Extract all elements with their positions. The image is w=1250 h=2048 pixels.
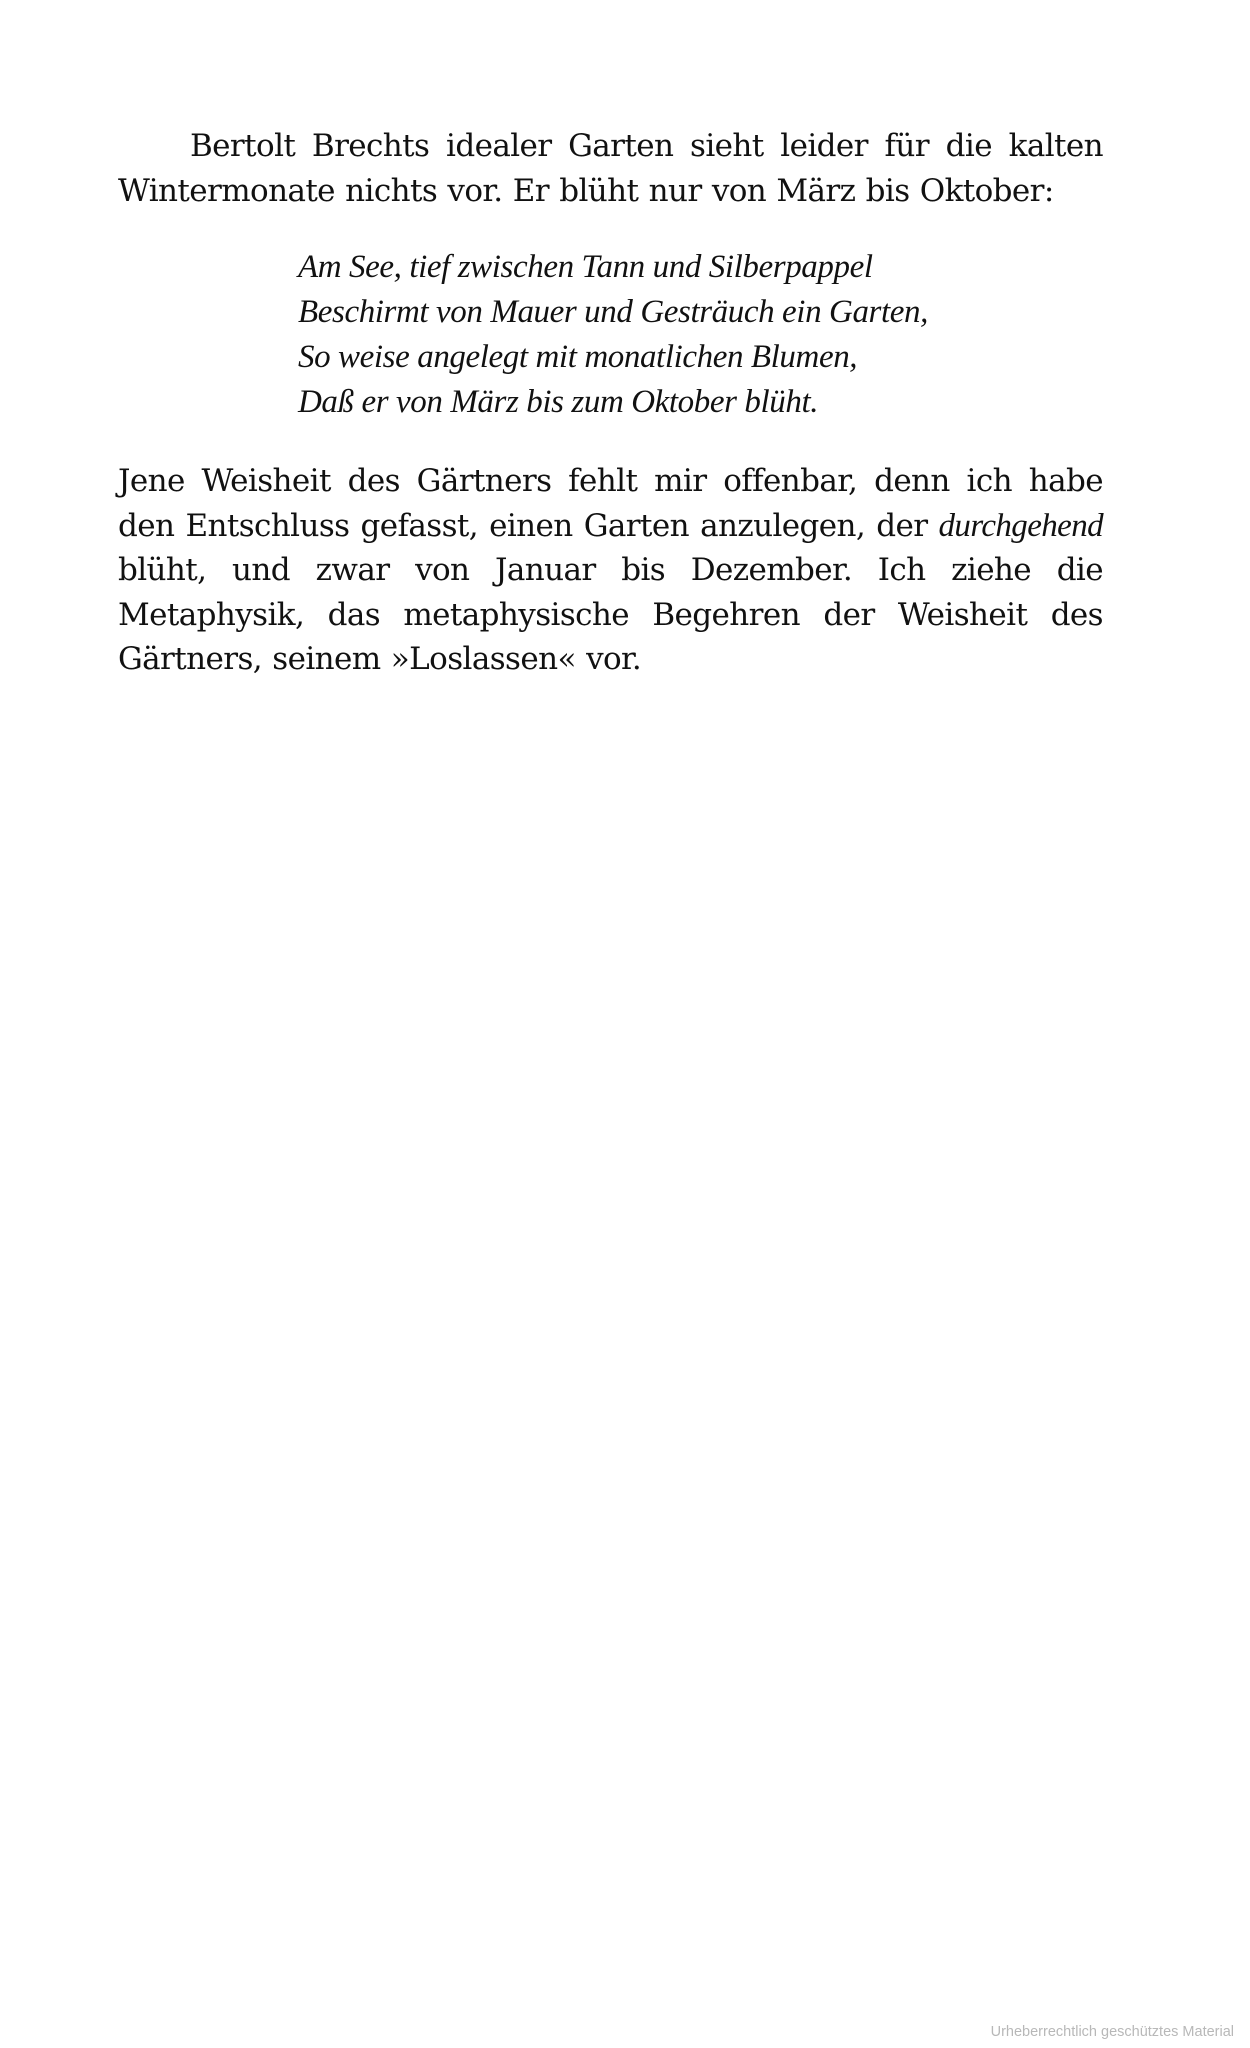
paragraph-intro: Bertolt Brechts idealer Garten sieht leider für die kalten Wintermonate nichts vor. Er blüht nur von März bis Oktober:: [118, 128, 1103, 209]
paragraph-text: Jene Weisheit des Gärtners fehlt mir offenbar, denn ich habe den Entschluss gefasst, einen Garten anzulegen, der: [118, 463, 1103, 544]
copyright-watermark: Urheberrechtlich geschütztes Material: [990, 2024, 1234, 2040]
poem-line: Am See, tief zwischen Tann und Silberpappel: [298, 249, 873, 285]
paragraph-reflection: [118, 459, 1103, 682]
emphasized-word: durchgehend: [938, 507, 1103, 544]
book-page: [118, 124, 1103, 682]
poem-quote: [298, 245, 1103, 425]
poem-line: Daß er von März bis zum Oktober blüht.: [298, 384, 819, 420]
poem-line: Beschirmt von Mauer und Gesträuch ein Garten,: [298, 294, 928, 330]
paragraph-text: blüht, und zwar von Januar bis Dezember. Ich ziehe die Metaphysik, das metaphysische Begehren der Weisheit des Gärtners, seinem »Loslassen« vor.: [118, 552, 1103, 677]
poem-line: So weise angelegt mit monatlichen Blumen,: [298, 339, 858, 375]
